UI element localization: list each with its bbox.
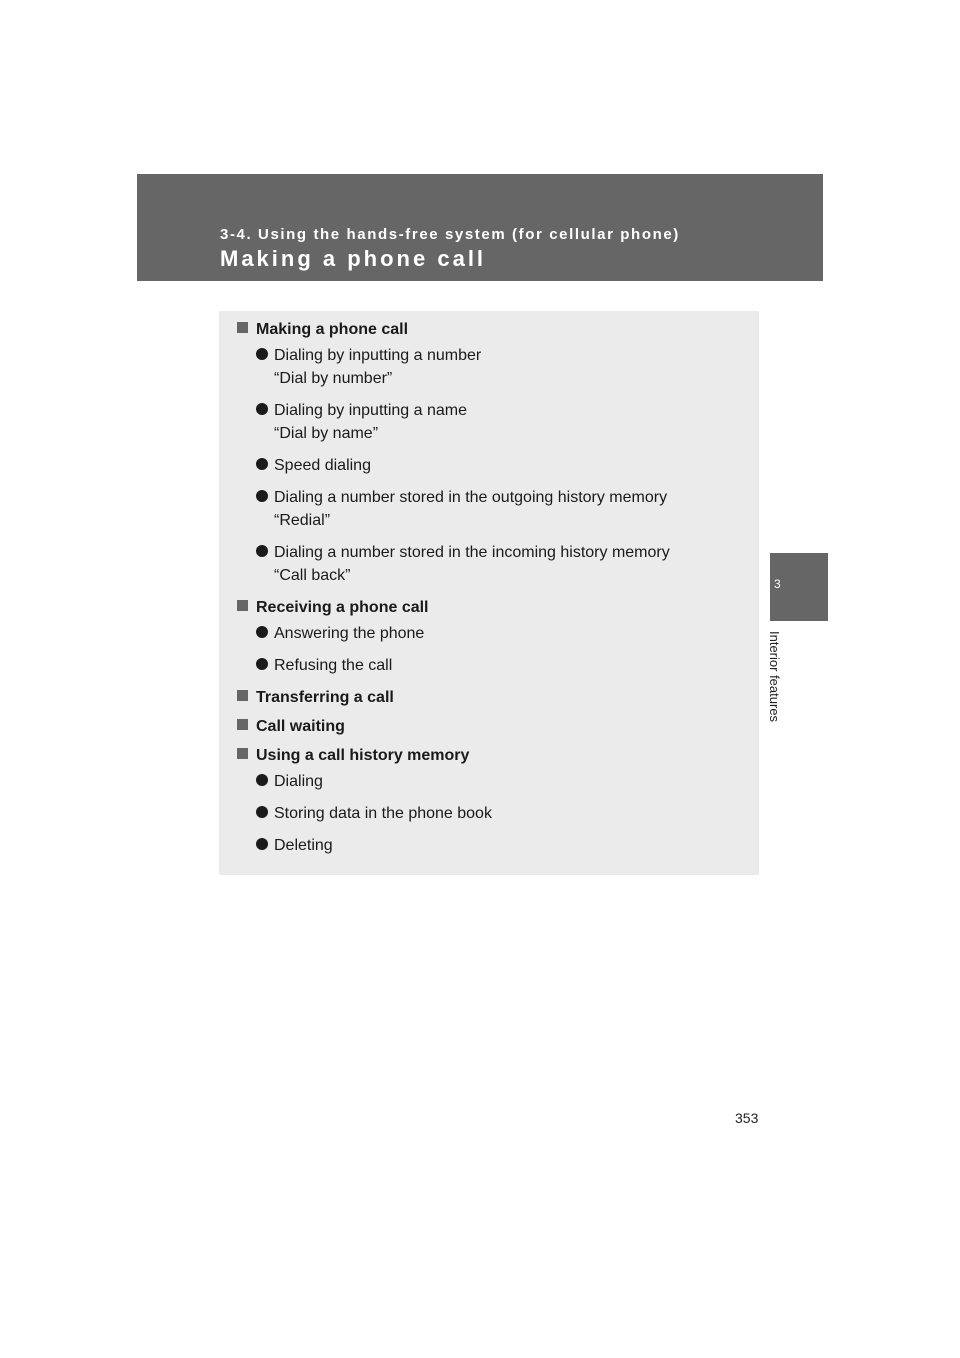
list-item[interactable]: Speed dialing bbox=[256, 457, 371, 475]
heading-receiving-call[interactable]: Receiving a phone call bbox=[237, 599, 429, 617]
voice-command: “Dial by number” bbox=[274, 370, 393, 387]
chapter-caption-text: Interior features bbox=[767, 631, 782, 723]
page-title: Making a phone call bbox=[220, 246, 487, 271]
list-item[interactable]: Dialing a number stored in the outgoing history memory bbox=[256, 489, 667, 507]
circle-bullet-icon bbox=[256, 806, 268, 818]
chapter-number: 3 bbox=[774, 577, 781, 591]
voice-command: “Redial” bbox=[274, 512, 331, 529]
list-item[interactable]: Dialing by inputting a name bbox=[256, 402, 467, 420]
square-bullet-icon bbox=[237, 719, 248, 730]
heading-transferring-call[interactable]: Transferring a call bbox=[237, 689, 394, 707]
square-bullet-icon bbox=[237, 322, 248, 333]
circle-bullet-icon bbox=[256, 490, 268, 502]
circle-bullet-icon bbox=[256, 658, 268, 670]
square-bullet-icon bbox=[237, 690, 248, 701]
heading-call-history[interactable]: Using a call history memory bbox=[237, 747, 469, 765]
list-item[interactable]: Answering the phone bbox=[256, 625, 424, 643]
circle-bullet-icon bbox=[256, 348, 268, 360]
heading-call-waiting[interactable]: Call waiting bbox=[237, 718, 345, 736]
square-bullet-icon bbox=[237, 600, 248, 611]
chapter-caption bbox=[767, 631, 792, 735]
chapter-tab bbox=[770, 553, 828, 621]
circle-bullet-icon bbox=[256, 838, 268, 850]
list-item[interactable]: Dialing by inputting a number bbox=[256, 347, 481, 365]
circle-bullet-icon bbox=[256, 458, 268, 470]
circle-bullet-icon bbox=[256, 626, 268, 638]
square-bullet-icon bbox=[237, 748, 248, 759]
circle-bullet-icon bbox=[256, 545, 268, 557]
heading-making-call[interactable]: Making a phone call bbox=[237, 321, 408, 339]
list-item[interactable]: Refusing the call bbox=[256, 657, 392, 675]
list-item[interactable]: Dialing bbox=[256, 773, 323, 791]
page-number: 353 bbox=[735, 1110, 759, 1126]
list-item[interactable]: Storing data in the phone book bbox=[256, 805, 492, 823]
list-item[interactable]: Deleting bbox=[256, 837, 333, 855]
voice-command: “Call back” bbox=[274, 567, 351, 584]
section-header bbox=[137, 174, 823, 281]
contents-box bbox=[219, 311, 759, 875]
section-label: 3-4. Using the hands-free system (for cellular phone) bbox=[220, 226, 680, 243]
list-item[interactable]: Dialing a number stored in the incoming history memory bbox=[256, 544, 670, 562]
circle-bullet-icon bbox=[256, 774, 268, 786]
voice-command: “Dial by name” bbox=[274, 425, 379, 442]
circle-bullet-icon bbox=[256, 403, 268, 415]
